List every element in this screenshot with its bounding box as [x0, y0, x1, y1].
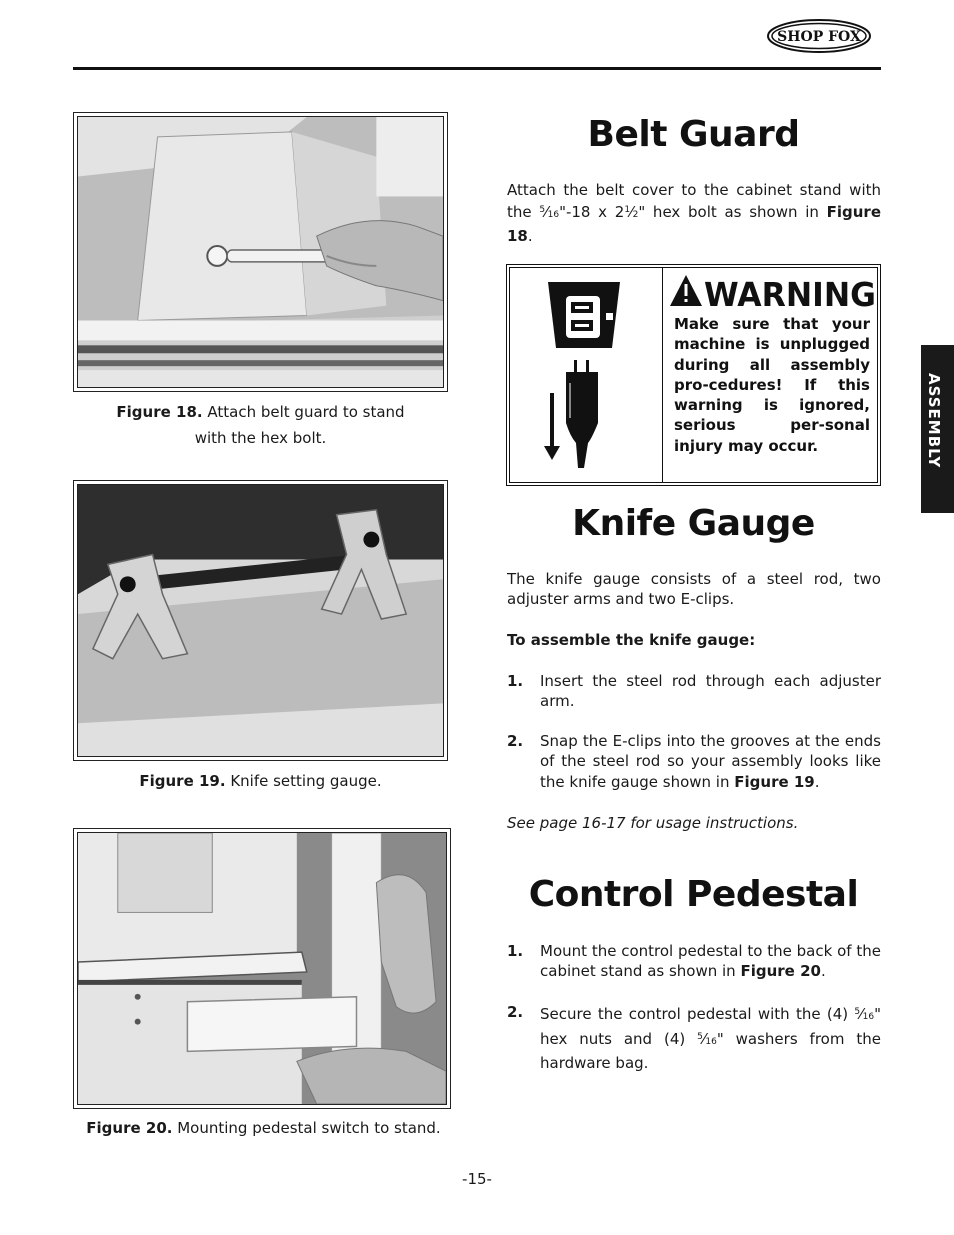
belt-guard-text-4: .: [527, 226, 533, 245]
step-number: 1.: [507, 942, 524, 960]
pedestal-step-1-text: Mount the control pedestal to the back of the cabinet stand as shown in: [540, 942, 881, 981]
figure-20-reference: Figure 20: [740, 962, 821, 981]
step-text: Insert the steel rod through each adjuster arm.: [540, 672, 881, 711]
belt-guard-text-3: " hex bolt as shown in: [638, 203, 819, 222]
pedestal-step-1: [507, 941, 881, 982]
page-number: -15-: [462, 1170, 492, 1188]
belt-guard-heading: Belt Guard: [587, 114, 800, 155]
knife-gauge-intro: The knife gauge consists of a steel rod, two adjuster arms and two E-clips.: [507, 570, 881, 609]
fraction-numerator: 5: [697, 1032, 703, 1043]
step-2-end: .: [814, 772, 820, 791]
step-text: Secure the control pedestal with the (4) $^5$⁄16" hex nuts and (4) $^5$⁄16" washers from the hardware bag.: [540, 1005, 881, 1072]
step-text: [540, 731, 881, 792]
shop-fox-logo: [766, 18, 872, 54]
figure-18-caption-line2: with the hex bolt.: [194, 429, 327, 447]
figure-19-number: Figure 19.: [139, 772, 226, 790]
fraction-denominator: 16: [547, 210, 560, 221]
pedestal-step-2: [507, 1002, 881, 1072]
unplug-icon: [544, 278, 624, 478]
figure-18-caption-line1: Attach belt guard to stand: [207, 403, 405, 421]
pedestal-step-2-text-a: Secure the control pedestal with the (4): [540, 1005, 849, 1023]
figure-18-caption: [73, 399, 448, 451]
figure-18-image: [73, 112, 448, 392]
belt-guard-text-2: "-18 x 2: [559, 203, 625, 222]
belt-guard-instructions: Attach the belt cover to the cabinet stand with the $^5$⁄16"-18 x $2^1⁄2$" hex bolt as shown in Figure 18.: [507, 181, 881, 245]
figure-19-caption-text: Knife setting gauge.: [230, 772, 382, 790]
fraction-denominator: 16: [705, 1037, 717, 1048]
knife-gauge-subhead: [507, 630, 881, 650]
pedestal-step-2-text-c: " washers from the hardware bag.: [540, 1030, 881, 1072]
fraction-denominator: 2: [632, 210, 639, 221]
knife-gauge-step-2: [507, 731, 881, 793]
usage-note: [507, 813, 881, 833]
step-number: 2.: [507, 1003, 524, 1021]
header-rule: [73, 67, 881, 70]
figure-20-caption-text: Mounting pedestal switch to stand.: [177, 1119, 441, 1137]
figure-18-reference: Figure 18: [507, 203, 881, 245]
control-pedestal-heading: Control Pedestal: [528, 874, 859, 915]
fraction-numerator: 5: [539, 205, 546, 216]
fraction-numerator: 5: [854, 1007, 861, 1017]
figure-19-caption: [73, 768, 448, 794]
figure-20-number: Figure 20.: [86, 1119, 173, 1137]
figure-19-reference: Figure 19: [734, 772, 815, 791]
step-number: 1.: [507, 672, 524, 690]
knife-gauge-step-1: [507, 671, 881, 712]
warning-box: [506, 264, 881, 486]
warning-title: [668, 272, 878, 312]
figure-19-image: [73, 480, 448, 761]
pedestal-step-2-text-b: " hex nuts and (4): [540, 1005, 881, 1049]
step-2-text: Snap the E-clips into the grooves at the ends of the steel rod so your assembly looks like the knife gauge shown in: [540, 732, 881, 791]
belt-guard-text-1: Attach the belt cover to the cabinet stand with the: [507, 181, 881, 222]
pedestal-step-1-end: .: [820, 962, 826, 981]
figure-20-image: [73, 828, 451, 1109]
figure-20-caption: [73, 1115, 454, 1141]
step-number: 2.: [507, 732, 524, 750]
warning-text: Make sure that your machine is unplugged during all assembly pro-cedures! If this warning is ignored, serious per-sonal injury may occur.: [674, 315, 870, 455]
logo-text: SHOP FOX: [777, 29, 861, 45]
side-tab-label: ASSEMBLY: [925, 373, 943, 469]
warning-title-text: WARNING: [704, 275, 876, 312]
fraction-numerator: 1: [624, 205, 631, 216]
figure-18-number: Figure 18.: [116, 403, 203, 421]
fraction-denominator: 16: [862, 1012, 875, 1022]
step-text: [540, 941, 881, 982]
knife-gauge-subhead-text: To assemble the knife gauge:: [507, 631, 756, 649]
section-side-tab: [921, 345, 954, 513]
warning-divider: [662, 268, 663, 482]
usage-note-text: See page 16-17 for usage instructions.: [507, 814, 799, 832]
knife-gauge-heading: Knife Gauge: [572, 503, 815, 544]
